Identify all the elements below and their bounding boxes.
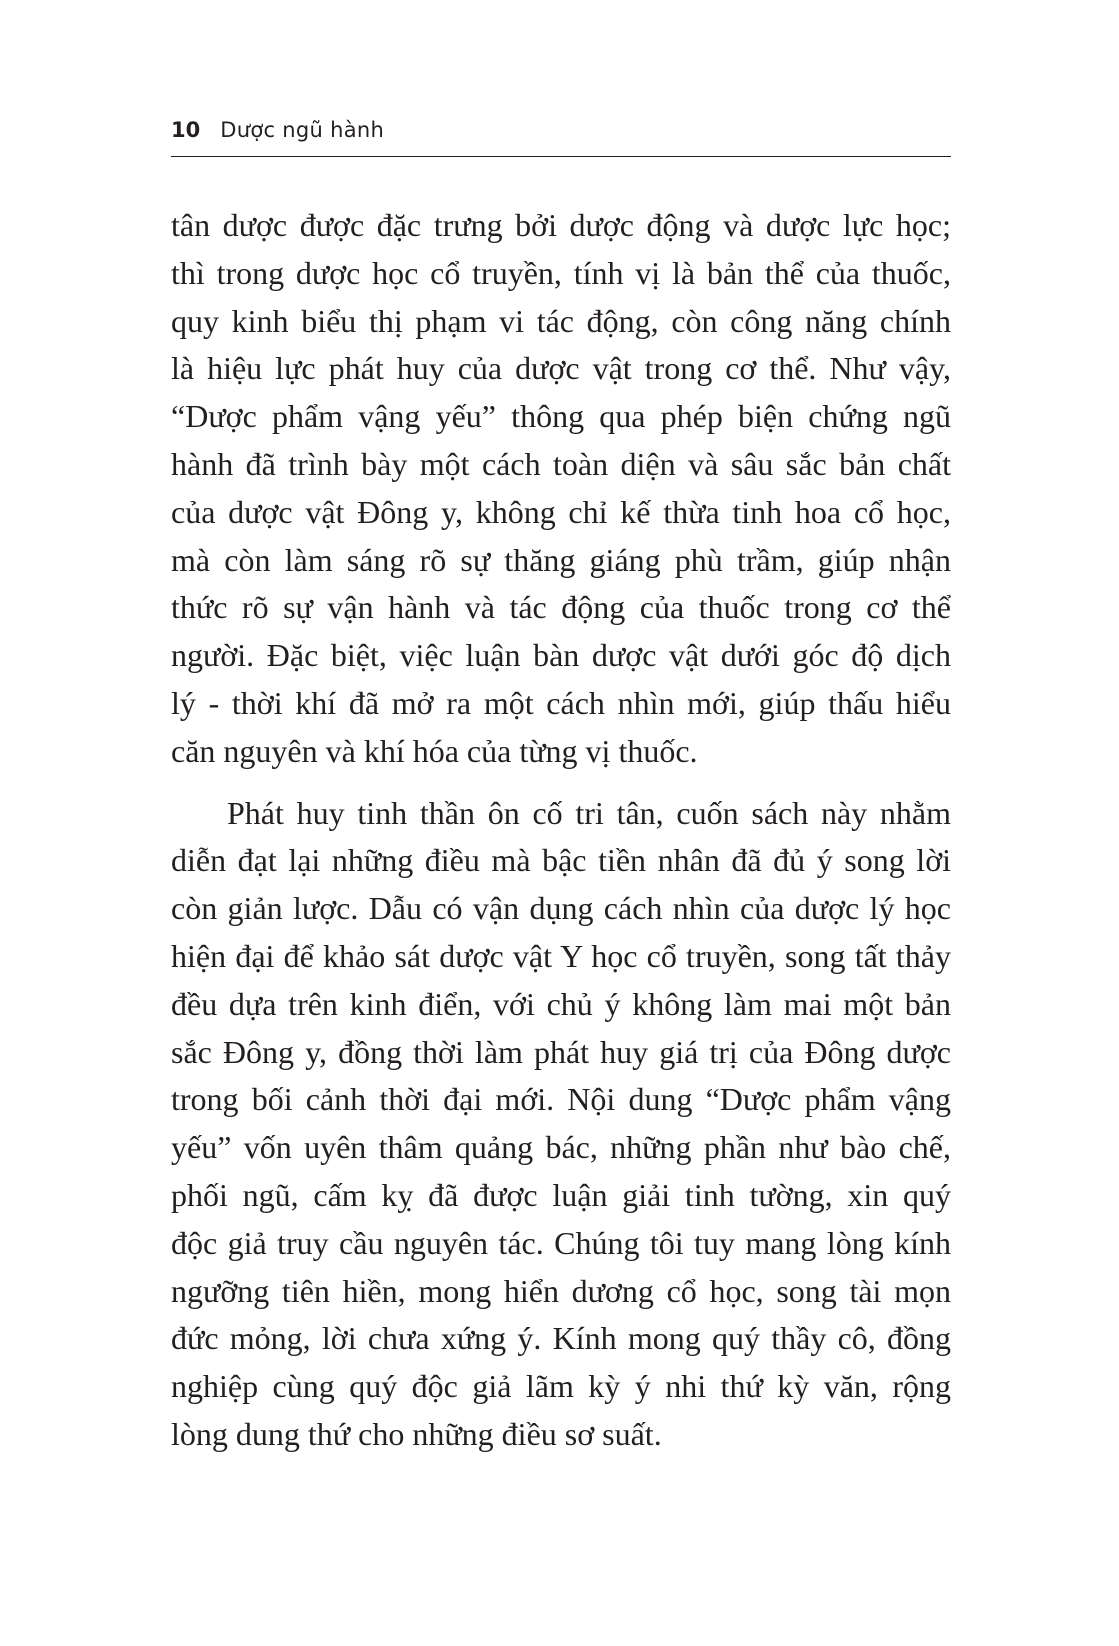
text-line: là hiệu lực phát huy của dược vật trong cơ thể. Như vậy, xyxy=(171,350,951,387)
text-line: còn giản lược. Dẫu có vận dụng cách nhìn của dược lý học xyxy=(171,890,951,927)
text-line: của dược vật Đông y, không chỉ kế thừa tinh hoa cổ học, xyxy=(171,493,951,530)
text-line: trong bối cảnh thời đại mới. Nội dung “Dược phẩm vậng xyxy=(171,1081,951,1118)
text-line: người. Đặc biệt, việc luận bàn dược vật dưới góc độ dịch xyxy=(171,637,951,674)
text-line: Phát huy tinh thần ôn cố tri tân, cuốn sách này nhằm xyxy=(227,794,951,831)
text-line: yếu” vốn uyên thâm quảng bác, những phần như bào chế, xyxy=(171,1129,951,1166)
text-line: nghiệp cùng quý độc giả lãm kỳ ý nhi thứ kỳ văn, rộng xyxy=(171,1368,951,1405)
text-line: quy kinh biểu thị phạm vi tác động, còn công năng chính xyxy=(171,302,951,339)
page-number: 10 xyxy=(171,118,201,142)
text-line: độc giả truy cầu nguyên tác. Chúng tôi tuy mang lòng kính xyxy=(171,1224,951,1261)
text-line: lòng dung thứ cho những điều sơ suất. xyxy=(171,1415,662,1452)
header-rule xyxy=(171,156,951,157)
text-line: hành đã trình bày một cách toàn diện và sâu sắc bản chất xyxy=(171,445,951,482)
running-title: Dược ngũ hành xyxy=(220,118,385,142)
text-line: “Dược phẩm vậng yếu” thông qua phép biện chứng ngũ xyxy=(171,398,951,435)
text-line: mà còn làm sáng rõ sự thăng giáng phù trầm, giúp nhận xyxy=(171,541,951,578)
text-line: thức rõ sự vận hành và tác động của thuốc trong cơ thể xyxy=(171,589,951,626)
text-line: phối ngũ, cấm kỵ đã được luận giải tinh tường, xin quý xyxy=(171,1176,951,1213)
text-line: hiện đại để khảo sát dược vật Y học cổ truyền, song tất thảy xyxy=(171,937,951,974)
text-line: thì trong dược học cổ truyền, tính vị là bản thể của thuốc, xyxy=(171,254,951,291)
text-line: đức mỏng, lời chưa xứng ý. Kính mong quý thầy cô, đồng xyxy=(171,1320,951,1357)
text-line: căn nguyên và khí hóa của từng vị thuốc. xyxy=(171,732,698,769)
text-line: diễn đạt lại những điều mà bậc tiền nhân đã đủ ý song lời xyxy=(171,842,951,879)
text-line: ngưỡng tiên hiền, mong hiển dương cổ học, song tài mọn xyxy=(171,1272,951,1309)
paragraph-1 xyxy=(171,202,951,776)
running-head xyxy=(171,113,951,147)
paragraph-2 xyxy=(171,790,951,1459)
body-text xyxy=(171,202,951,1459)
paragraph-gap xyxy=(171,776,951,790)
text-line: đều dựa trên kinh điển, với chủ ý không làm mai một bản xyxy=(171,985,951,1022)
text-line: sắc Đông y, đồng thời làm phát huy giá trị của Đông dược xyxy=(171,1033,951,1070)
text-line: lý - thời khí đã mở ra một cách nhìn mới, giúp thấu hiểu xyxy=(171,684,951,721)
text-line: tân dược được đặc trưng bởi dược động và dược lực học; xyxy=(171,207,951,243)
